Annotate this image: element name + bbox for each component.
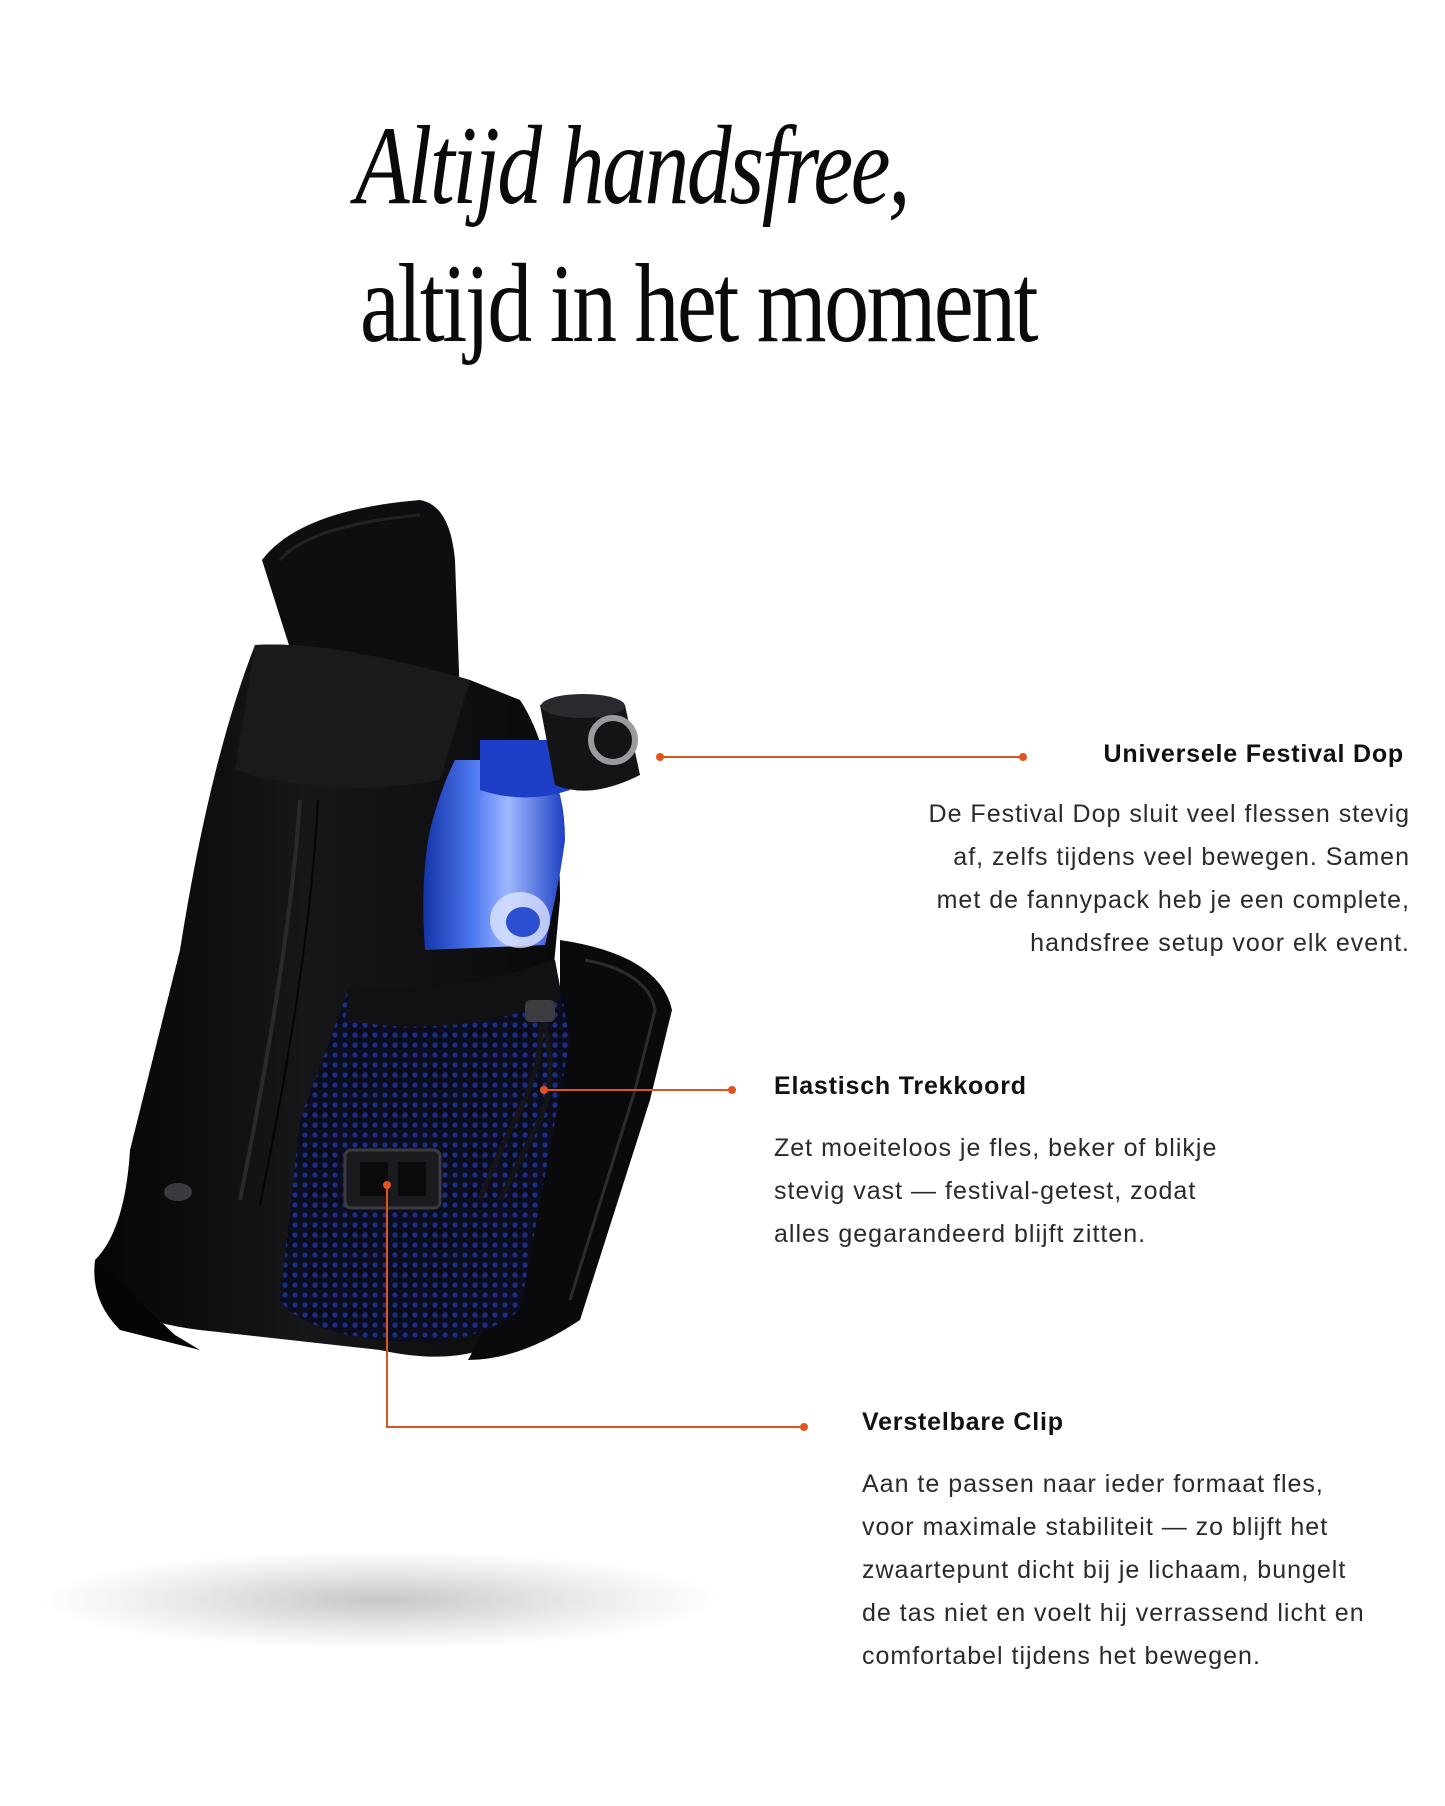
feature-elastic-cord [774, 1072, 1274, 1256]
feature-description [774, 1127, 1274, 1256]
feature-line: De Festival Dop sluit veel flessen stevig [928, 800, 1410, 828]
zipper-pull [164, 1183, 192, 1201]
feature-title: Universele Festival Dop [1103, 740, 1404, 768]
feature-line: voor maximale stabiliteit — zo blijft het [862, 1513, 1329, 1541]
feature-description [880, 793, 1410, 965]
feature-festival-cap [880, 740, 1410, 965]
cord-stopper [525, 1000, 555, 1022]
floor-shadow [40, 1550, 720, 1650]
feature-line: alles gegarandeerd blijft zitten. [774, 1220, 1147, 1248]
feature-line: af, zelfs tijdens veel bewegen. Samen [953, 843, 1410, 871]
feature-line: stevig vast — festival-getest, zodat [774, 1177, 1197, 1205]
feature-title: Elastisch Trekkoord [774, 1072, 1027, 1100]
feature-line: Zet moeiteloos je fles, beker of blikje [774, 1134, 1218, 1162]
feature-title: Verstelbare Clip [862, 1408, 1064, 1436]
headline-line-1: Altijd handsfree, [355, 104, 909, 228]
feature-line: de tas niet en voelt hij verrassend licht en [862, 1599, 1365, 1627]
feature-line: met de fannypack heb je een complete, [936, 886, 1410, 914]
feature-line: zwaartepunt dicht bij je lichaam, bungelt [862, 1556, 1347, 1584]
headline-line-2: altijd in het moment [360, 242, 1037, 366]
feature-line: comfortabel tijdens het bewegen. [862, 1642, 1261, 1670]
feature-adjustable-clip [862, 1408, 1422, 1678]
feature-line: Aan te passen naar ieder formaat fles, [862, 1470, 1324, 1498]
feature-description [862, 1463, 1422, 1678]
feature-line: handsfree setup voor elk event. [1030, 929, 1410, 957]
